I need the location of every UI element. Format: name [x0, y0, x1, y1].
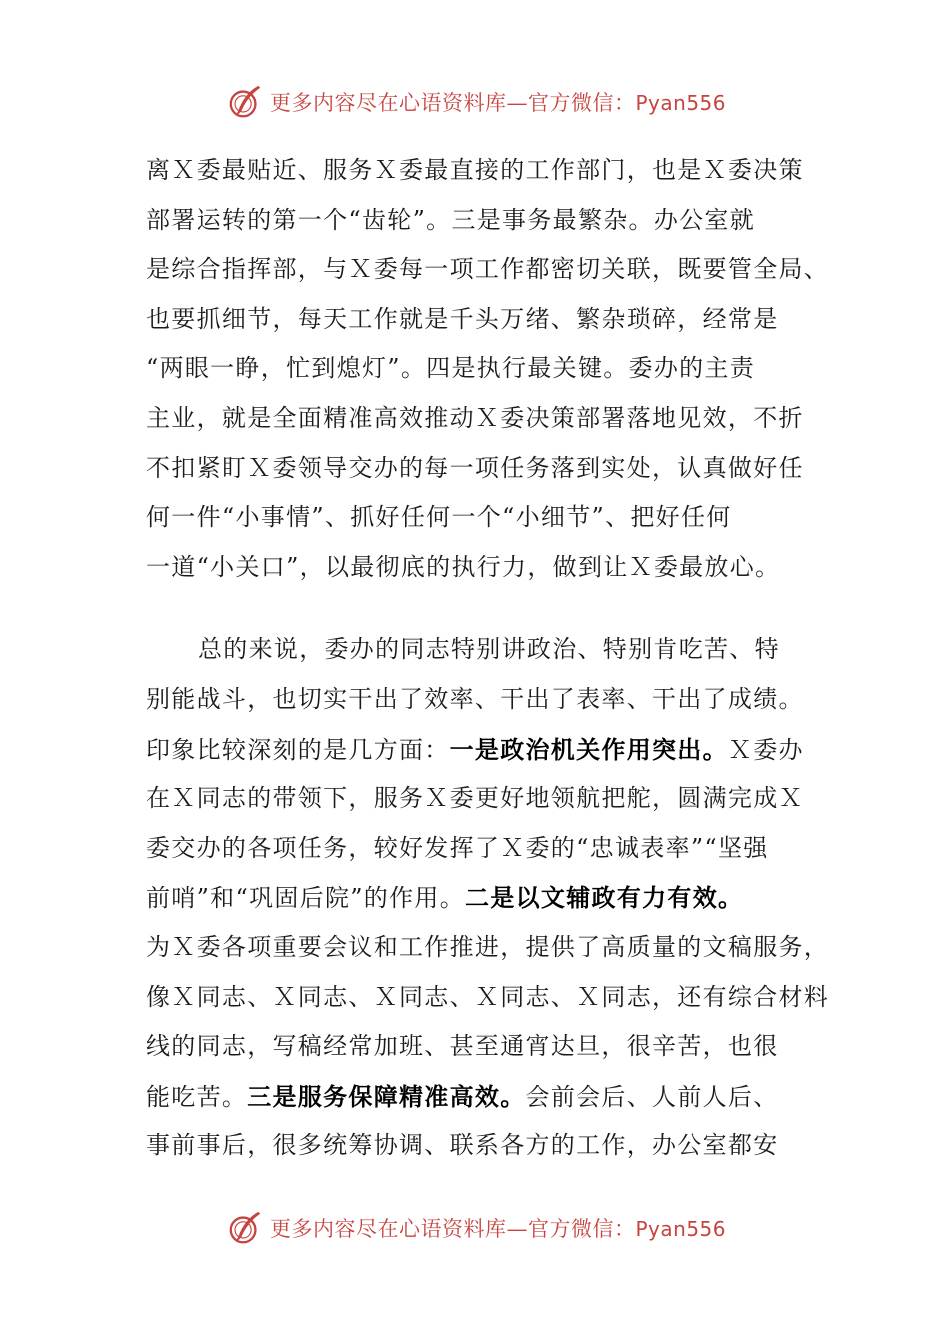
text-line	[146, 725, 826, 775]
text-run: 印象比较深刻的是几方面：	[146, 735, 450, 764]
watermark-text	[270, 87, 726, 117]
watermark-site: 更多内容尽在心语资料库	[270, 1217, 507, 1241]
text-line: 委交办的各项任务，较好发挥了Ｘ委的“忠诚表率”“坚强	[146, 833, 769, 862]
bold-point-3: 三是服务保障精准高效。	[247, 1081, 526, 1111]
watermark-site: 更多内容尽在心语资料库	[270, 91, 507, 115]
text-line: 别能战斗，也切实干出了效率、干出了表率、干出了成绩。	[146, 684, 804, 713]
text-line: 何一件“小事情”、抓好任何一个“小细节”、把好任何	[146, 503, 732, 532]
text-line: 线的同志，写稿经常加班、甚至通宵达旦，很辛苦，也很	[146, 1032, 779, 1061]
text-line: 一道“小关口”，以最彻底的执行力，做到让Ｘ委最放心。	[146, 552, 781, 581]
quill-pen-logo-icon	[226, 83, 264, 121]
text-run: 会前会后、人前人后、	[525, 1082, 779, 1111]
text-run: 前哨”和“巩固后院”的作用。	[146, 884, 466, 913]
text-line: 主业，就是全面精准高效推动Ｘ委决策部署落地见效，不折	[146, 403, 804, 432]
footer-watermark	[226, 1208, 726, 1248]
quill-pen-logo-icon	[226, 1209, 264, 1247]
text-line: 像Ｘ同志、Ｘ同志、Ｘ同志、Ｘ同志、Ｘ同志，还有综合材料	[146, 982, 830, 1011]
text-line: 是综合指挥部，与Ｘ委每一项工作都密切关联，既要管全局、	[146, 255, 830, 284]
text-line: 为Ｘ委各项重要会议和工作推进，提供了高质量的文稿服务，	[146, 932, 830, 961]
watermark-account: Pyan556	[635, 1217, 727, 1241]
watermark-text	[270, 1213, 726, 1243]
text-line: 也要抓细节，每天工作就是千头万绪、繁杂琐碎，经常是	[146, 304, 779, 333]
text-line	[146, 873, 826, 923]
text-line: 事前事后，很多统筹协调、联系各方的工作，办公室都安	[146, 1131, 779, 1160]
watermark-dash: —	[506, 1217, 528, 1241]
bold-point-2: 二是以文辅政有力有效。	[465, 883, 744, 913]
text-run: Ｘ委办	[727, 735, 804, 764]
watermark-dash: —	[506, 91, 528, 115]
text-line: 离Ｘ委最贴近、服务Ｘ委最直接的工作部门，也是Ｘ委决策	[146, 156, 804, 184]
paragraph-2	[146, 625, 830, 1171]
watermark-label: 官方微信：	[528, 1217, 636, 1241]
text-line: 不扣紧盯Ｘ委领导交办的每一项任务落到实处，认真做好任	[146, 453, 804, 482]
document-body	[146, 146, 830, 1171]
text-line: 部署运转的第一个“齿轮”。三是事务最繁杂。办公室就	[146, 205, 756, 234]
text-line: 在Ｘ同志的带领下，服务Ｘ委更好地领航把舵，圆满完成Ｘ	[146, 784, 804, 813]
text-run: 能吃苦。	[146, 1082, 248, 1111]
bold-point-1: 一是政治机关作用突出。	[449, 734, 728, 764]
text-line: 总的来说，委办的同志特别讲政治、特别肯吃苦、特	[198, 635, 780, 664]
watermark-account: Pyan556	[635, 91, 727, 115]
text-line: “两眼一睁，忙到熄灯”。四是执行最关键。委办的主责	[146, 354, 756, 383]
paragraph-1	[146, 146, 830, 592]
watermark-label: 官方微信：	[528, 91, 636, 115]
paragraph-gap	[146, 592, 826, 625]
text-line	[146, 1072, 826, 1122]
header-watermark	[226, 82, 726, 122]
